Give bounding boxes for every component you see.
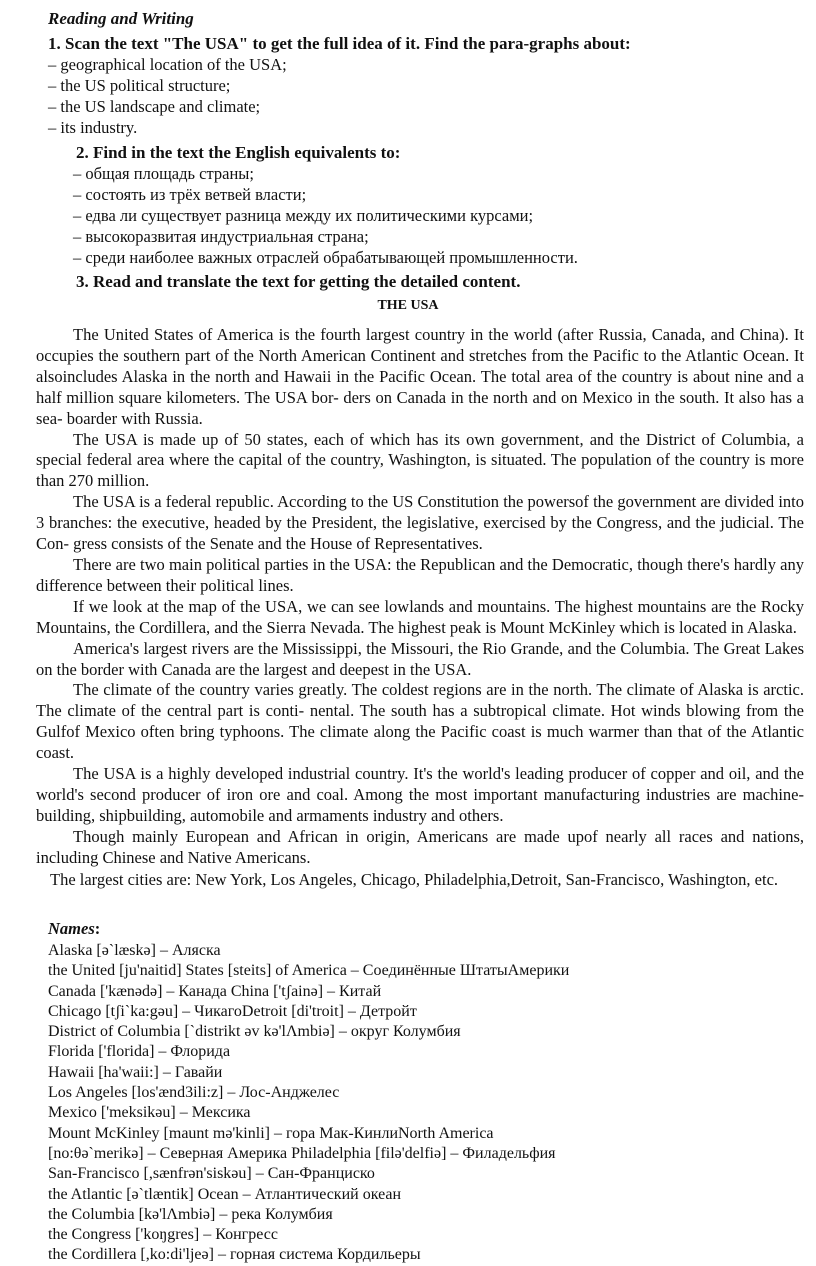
name-entry: San-Francisco [,sænfrən'siskəu] – Сан-Франциско (48, 1165, 375, 1183)
name-entry: the United [ju'naitid] States [steits] of America – Соединённые ШтатыАмерики (48, 962, 570, 980)
task3-heading: 3. Read and translate the text for getting the detailed content. (76, 272, 521, 291)
names-list (48, 941, 808, 1266)
cities-text (12, 870, 792, 891)
name-entry: Los Angeles [los'ænd3ili:z] – Лос-Анджелес (48, 1084, 340, 1102)
name-entry: Hawaii [ha'waii:] – Гавайи (48, 1063, 223, 1081)
paragraph: America's largest rivers are the Mississippi, the Missouri, the Rio Grande, and the Columbia. The Great Lakes on the border with Canada are the largest and deepest in the USA. (36, 638, 804, 679)
task2-item: – едва ли существует разница между их политическими курсами; (73, 206, 534, 225)
name-entry: Mexico ['meksikəu] – Мексика (48, 1104, 251, 1122)
name-entry: the Columbia [kə'lΛmbiə] – река Колумбия (48, 1205, 333, 1223)
name-entry: Canada ['kænədə] – Канада China ['tʃainə] – Китай (48, 982, 382, 1000)
task1-item: – the US political structure; (48, 76, 231, 95)
task2-item: – среди наиболее важных отраслей обрабатывающей промышленности. (73, 248, 578, 267)
paragraph: The climate of the country varies greatly. The coldest regions are in the north. The climate of Alaska is arctic. The climate of the central part is conti- nental. The south has a subtropical climate. Hot winds blowing from the Gulfof Mexico often bring typhoons. The climate along the Pacific coast is much warmer than that of the Atlantic coast. (36, 680, 804, 763)
paragraph: The USA is a federal republic. According to the US Constitution the powersof the government are divided into 3 branches: the executive, headed by the President, the legislative, exercised by the Congress, and the judicial. The Con- gress consists of the Senate and the House of Representatives. (36, 492, 804, 554)
text-title: THE USA (377, 298, 439, 313)
paragraph: There are two main political parties in the USA: the Republican and the Democratic, though there's hardly any difference between their political lines. (36, 554, 804, 595)
name-entry: the Atlantic [ə`tlæntik] Ocean – Атлантический океан (48, 1185, 402, 1203)
paragraph: Though mainly European and African in origin, Americans are made upof nearly all races and nations, including Chinese and Native Americans. (36, 826, 804, 867)
name-entry: the Congress ['koŋgres] – Конгресс (48, 1226, 278, 1244)
name-entry: Chicago [tʃi`ka:gəu] – ЧикагоDetroit [di'troit] – Детройт (48, 1002, 417, 1020)
name-entry: District of Columbia [`distrikt əv kə'lΛmbiə] – округ Колумбия (48, 1023, 461, 1041)
task2-item: – общая площадь страны; (73, 164, 254, 183)
task1-heading: 1. Scan the text "The USA" to get the full idea of it. Find the para-graphs about: (48, 34, 631, 53)
paragraph: The USA is a highly developed industrial country. It's the world's leading producer of copper and oil, and the world's second producer of iron ore and coal. Among the most important manufacturing industries are machine- building, shipbuilding, automobile and armaments industry and others. (36, 764, 804, 825)
paragraph: The USA is made up of 50 states, each of which has its own government, and the District of Columbia, a special federal area where the capital of the country, Washington, is situated. The population of the country is more than 270 million. (36, 429, 804, 491)
task2-item: – состоять из трёх ветвей власти; (73, 185, 307, 204)
name-entry: the Cordillera [,ko:di'ljeə] – горная система Кордильеры (48, 1246, 421, 1264)
section-title: Reading and Writing (48, 9, 194, 28)
task2-item: – высокоразвитая индустриальная страна; (73, 227, 369, 246)
task2-heading: 2. Find in the text the English equivalents to: (76, 143, 401, 162)
name-entry: Mount McKinley [maunt mə'kinli] – гора Мак-КинлиNorth America (48, 1124, 494, 1142)
paragraph: If we look at the map of the USA, we can see lowlands and mountains. The highest mountains are the Rocky Mountains, the Cordillera, and the Sierra Nevada. The highest peak is Mount McKinley which is located in Alaska. (36, 596, 804, 637)
name-entry: Alaska [ə`læskə] – Аляска (48, 942, 221, 959)
paragraph: The United States of America is the fourth largest country in the world (after Russia, Canada, and China). It occupies the southern part of the North American Continent and stretches from the Pacific to the Atlantic Ocean. It alsoincludes Alaska in the north and Hawaii in the Pacific Ocean. The total area of the country is about nine and a half million square kilometers. The USA bor- ders on Canada in the north and on Mexico in the south. It also has a sea- boarder with Russia. (36, 325, 804, 428)
name-entry: Florida ['florida] – Флорида (48, 1043, 231, 1061)
task1-item: – geographical location of the USA; (48, 55, 287, 74)
names-heading-colon: : (94, 919, 101, 938)
name-entry: [no:θə`merikə] – Северная Америка Philadelphia [filə'delfiə] – Филадельфия (48, 1144, 556, 1162)
task1-item: – the US landscape and climate; (48, 97, 261, 116)
main-text (36, 325, 804, 869)
names-heading (48, 919, 100, 939)
task1-item: – its industry. (48, 118, 138, 137)
names-heading-text: Names (48, 919, 95, 938)
paragraph: The largest cities are: New York, Los Angeles, Chicago, Philadelphia,Detroit, San-Francisco, Washington, etc. (50, 870, 779, 889)
